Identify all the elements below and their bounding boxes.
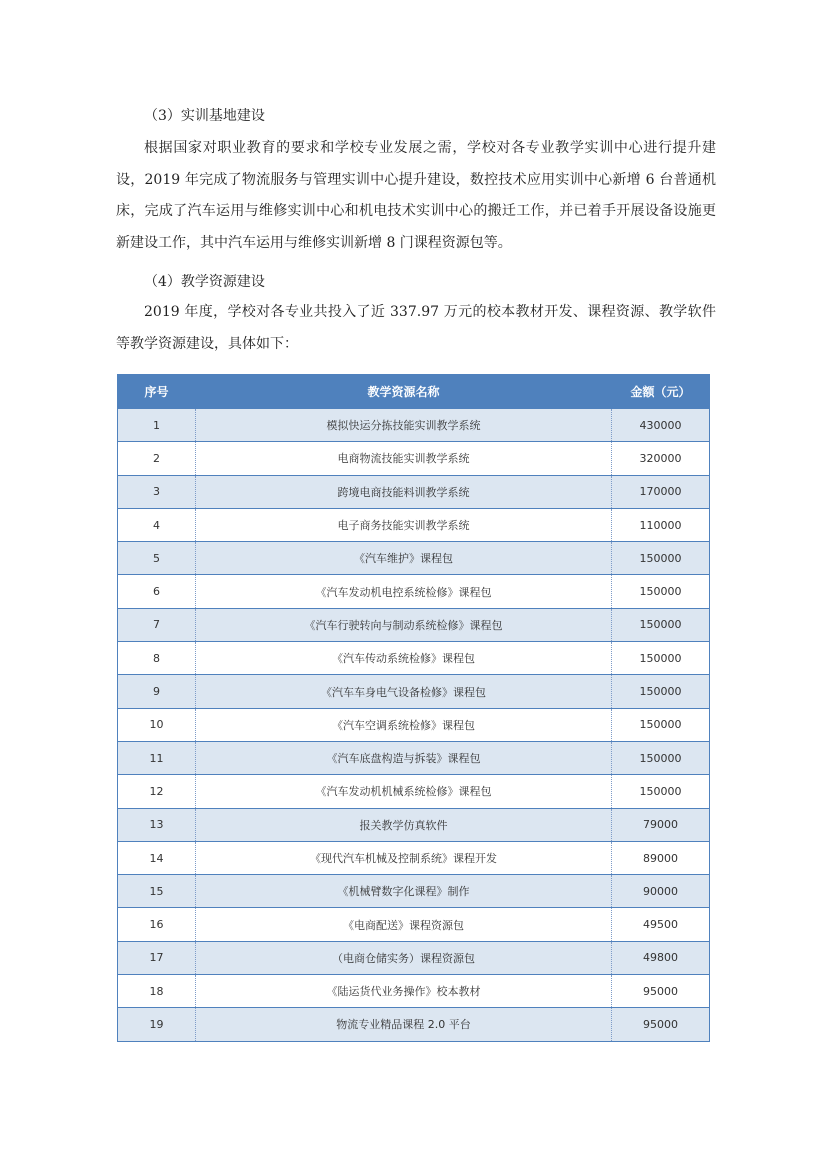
table-row [118,475,710,508]
table-row [118,841,710,874]
cell-amount: 49500 [612,908,710,941]
cell-serial-number: 9 [118,675,196,708]
cell-resource-name: 跨境电商技能料训教学系统 [196,475,612,508]
cell-amount: 150000 [612,575,710,608]
table-row [118,542,710,575]
table-row [118,941,710,974]
cell-resource-name: 物流专业精品课程 2.0 平台 [196,1008,612,1041]
cell-resource-name: 《汽车空调系统检修》课程包 [196,708,612,741]
cell-resource-name: 《机械臂数字化课程》制作 [196,875,612,908]
header-amount: 金额（元） [612,375,710,409]
cell-amount: 150000 [612,608,710,641]
table-row [118,808,710,841]
cell-amount: 95000 [612,1008,710,1041]
paragraph-text: 2019 年度，学校对各专业共投入了近 337.97 万元的校本教材开发、课程资源、教学软件等教学资源建设，具体如下： [116,304,716,352]
header-resource-name: 教学资源名称 [196,375,612,409]
cell-resource-name: 《汽车维护》课程包 [196,542,612,575]
cell-amount: 150000 [612,741,710,774]
cell-resource-name: 模拟快运分拣技能实训教学系统 [196,409,612,442]
table-row [118,975,710,1008]
cell-resource-name: 电商物流技能实训教学系统 [196,442,612,475]
cell-amount: 150000 [612,675,710,708]
cell-serial-number: 14 [118,841,196,874]
cell-resource-name: 《汽车传动系统检修》课程包 [196,642,612,675]
table-row [118,642,710,675]
cell-resource-name: （电商仓储实务）课程资源包 [196,941,612,974]
section-heading-teaching-resources: （4）教学资源建设 [144,274,265,290]
cell-amount: 430000 [612,409,710,442]
cell-resource-name: 《现代汽车机械及控制系统》课程开发 [196,841,612,874]
table-row [118,1008,710,1041]
cell-resource-name: 报关教学仿真软件 [196,808,612,841]
section-heading-training-base: （3）实训基地建设 [144,108,265,124]
cell-resource-name: 《汽车车身电气设备检修》课程包 [196,675,612,708]
header-serial-number: 序号 [118,375,196,409]
cell-serial-number: 11 [118,741,196,774]
cell-amount: 79000 [612,808,710,841]
cell-resource-name: 《陆运货代业务操作》校本教材 [196,975,612,1008]
cell-serial-number: 1 [118,409,196,442]
cell-serial-number: 3 [118,475,196,508]
paragraph-teaching-resources [116,297,716,360]
cell-serial-number: 4 [118,508,196,541]
table-header-row [118,375,710,409]
cell-resource-name: 《汽车发动机机械系统检修》课程包 [196,775,612,808]
table-row [118,575,710,608]
cell-resource-name: 《汽车发动机电控系统检修》课程包 [196,575,612,608]
cell-resource-name: 《汽车底盘构造与拆装》课程包 [196,741,612,774]
table-row [118,608,710,641]
cell-amount: 150000 [612,775,710,808]
cell-amount: 320000 [612,442,710,475]
cell-serial-number: 12 [118,775,196,808]
cell-serial-number: 18 [118,975,196,1008]
cell-amount: 95000 [612,975,710,1008]
cell-amount: 110000 [612,508,710,541]
cell-serial-number: 7 [118,608,196,641]
cell-serial-number: 5 [118,542,196,575]
paragraph-training-base [116,133,716,259]
table-row [118,409,710,442]
table-row [118,508,710,541]
cell-serial-number: 19 [118,1008,196,1041]
table-row [118,775,710,808]
cell-serial-number: 10 [118,708,196,741]
cell-resource-name: 电子商务技能实训教学系统 [196,508,612,541]
cell-resource-name: 《汽车行驶转向与制动系统检修》课程包 [196,608,612,641]
table-row [118,908,710,941]
cell-serial-number: 16 [118,908,196,941]
cell-serial-number: 15 [118,875,196,908]
cell-resource-name: 《电商配送》课程资源包 [196,908,612,941]
cell-serial-number: 8 [118,642,196,675]
cell-serial-number: 6 [118,575,196,608]
cell-amount: 150000 [612,642,710,675]
cell-serial-number: 17 [118,941,196,974]
cell-serial-number: 2 [118,442,196,475]
table-body [118,409,710,1042]
table-row [118,741,710,774]
table-row [118,675,710,708]
cell-amount: 89000 [612,841,710,874]
cell-amount: 90000 [612,875,710,908]
paragraph-text: 根据国家对职业教育的要求和学校专业发展之需，学校对各专业教学实训中心进行提升建设，2019 年完成了物流服务与管理实训中心提升建设，数控技术应用实训中心新增 6 台普通机床，完成了汽车运用与维修实训中心和机电技术实训中心的搬迁工作，并已着手开展设备设施更新建设工作，其中汽车运用与维修实训新增 8 门课程资源包等。 [116,140,716,251]
cell-amount: 150000 [612,708,710,741]
cell-amount: 150000 [612,542,710,575]
cell-amount: 170000 [612,475,710,508]
cell-serial-number: 13 [118,808,196,841]
table-row [118,442,710,475]
cell-amount: 49800 [612,941,710,974]
table-row [118,708,710,741]
resource-table [117,374,710,1042]
table-row [118,875,710,908]
